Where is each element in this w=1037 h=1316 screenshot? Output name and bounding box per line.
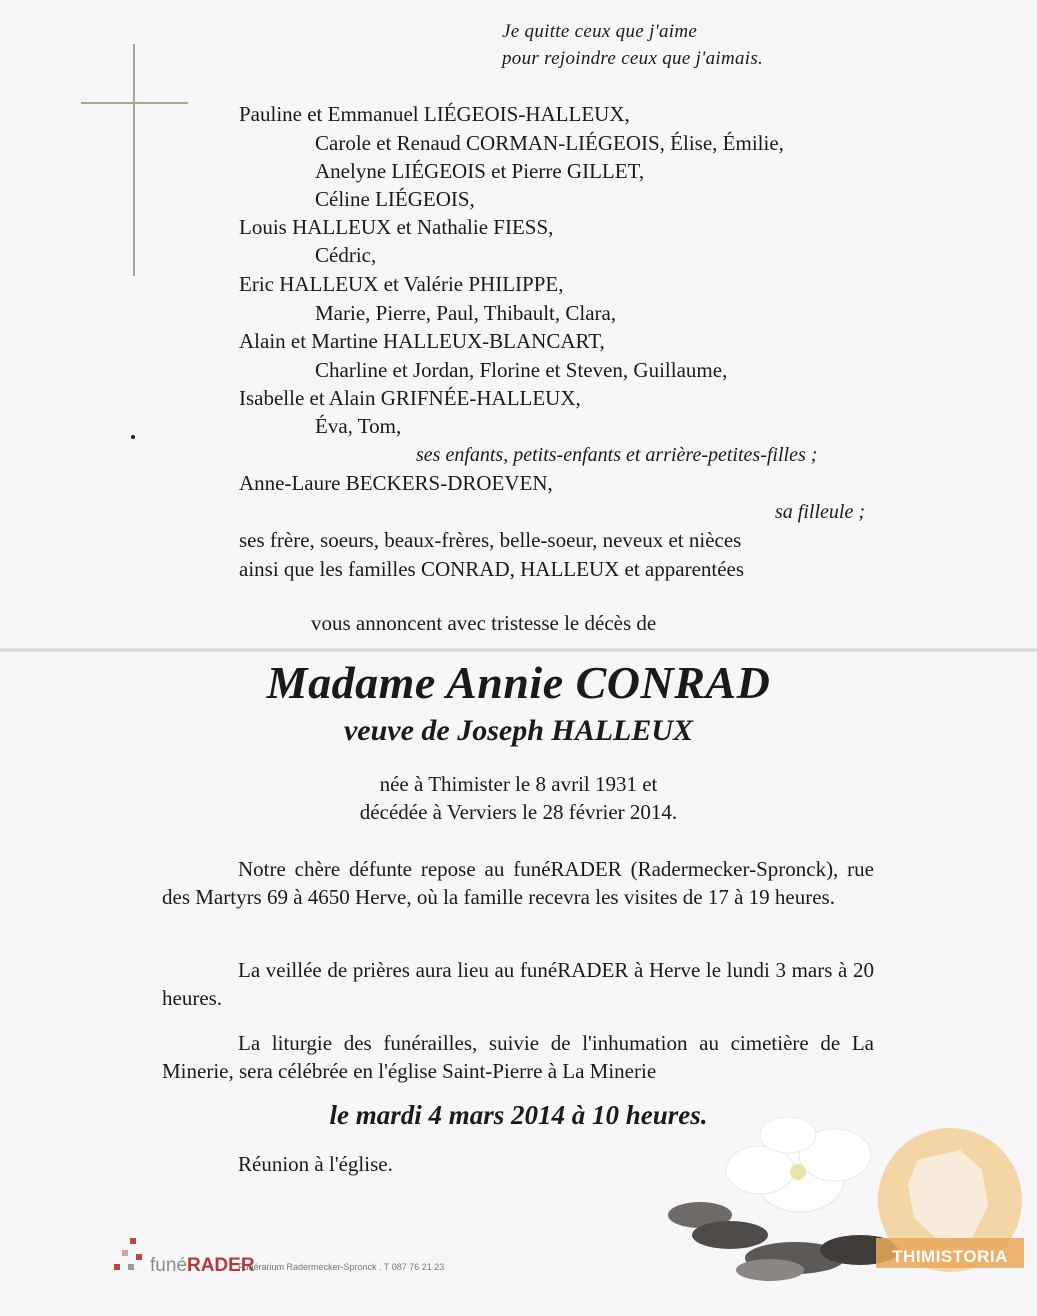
footer [112, 1232, 472, 1282]
birth-line: née à Thimister le 8 avril 1931 et [379, 772, 658, 796]
logo-mark-icon [130, 1238, 136, 1244]
liturgy-paragraph: La liturgie des funérailles, suivie de l'inhumation au cimetière de La Minerie, sera célébrée en l'église Saint-Pierre à La Minerie [162, 1031, 874, 1083]
watermark-text: THIMISTORIA [892, 1247, 1008, 1266]
vigil-paragraph: La veillée de prières aura lieu au funéRADER à Herve le lundi 3 mars à 20 heures. [162, 958, 874, 1010]
deceased-name: Madame Annie CONRAD [266, 657, 771, 708]
thimistoria-watermark-icon [870, 1120, 1030, 1300]
epigraph-line: pour rejoindre ceux que j'aimais. [502, 48, 764, 69]
siblings-line: ainsi que les familles CONRAD, HALLEUX et apparentées [239, 557, 745, 581]
goddaughter-role: sa filleule ; [775, 501, 865, 523]
ink-dot [131, 435, 135, 439]
family-line: Alain et Martine HALLEUX-BLANCART, [239, 329, 605, 353]
announcement-text: vous annoncent avec tristesse le décès de [311, 611, 657, 635]
funeral-datetime: le mardi 4 mars 2014 à 10 heures. [329, 1100, 708, 1130]
rest-paragraph: Notre chère défunte repose au funéRADER (Radermecker-Spronck), rue des Martyrs 69 à 4650 Herve, où la famille recevra les visites de 17 à 19 heures. [162, 857, 874, 909]
logo-mark-icon [136, 1254, 142, 1260]
widow-of: veuve de Joseph HALLEUX [343, 714, 694, 747]
family-line: Carole et Renaud CORMAN-LIÉGEOIS, Élise, Émilie, [315, 131, 784, 155]
family-line: Cédric, [315, 243, 377, 267]
family-line: Anelyne LIÉGEOIS et Pierre GILLET, [315, 159, 645, 183]
logo-mark-icon [122, 1250, 128, 1256]
logo-mark-icon [128, 1264, 134, 1270]
paper-fold [0, 648, 1037, 652]
family-line: Éva, Tom, [315, 414, 402, 438]
goddaughter-name: Anne-Laure BECKERS-DROEVEN, [239, 471, 553, 495]
cross-icon-vertical [133, 44, 135, 276]
family-line: Pauline et Emmanuel LIÉGEOIS-HALLEUX, [239, 102, 630, 126]
reunion-text: Réunion à l'église. [238, 1152, 393, 1176]
logo-prefix: funé [150, 1255, 187, 1276]
life-dates [0, 770, 1037, 826]
cross-icon-horizontal [81, 102, 188, 104]
family-line: Marie, Pierre, Paul, Thibault, Clara, [315, 301, 617, 325]
family-line: Louis HALLEUX et Nathalie FIESS, [239, 215, 554, 239]
death-line: décédée à Verviers le 28 février 2014. [359, 800, 678, 824]
epigraph [502, 18, 763, 72]
funerarium-contact: Funérarium Radermecker-Spronck . T 087 76 21 23 [238, 1262, 445, 1272]
family-role: ses enfants, petits-enfants et arrière-petites-filles ; [416, 444, 818, 466]
epigraph-line: Je quitte ceux que j'aime [502, 21, 698, 42]
family-line: Isabelle et Alain GRIFNÉE-HALLEUX, [239, 386, 581, 410]
logo-mark-icon [114, 1264, 120, 1270]
family-line: Eric HALLEUX et Valérie PHILIPPE, [239, 272, 564, 296]
family-line: Charline et Jordan, Florine et Steven, Guillaume, [315, 358, 728, 382]
family-line: Céline LIÉGEOIS, [315, 187, 475, 211]
siblings-line: ses frère, soeurs, beaux-frères, belle-soeur, neveux et nièces [239, 528, 742, 552]
logo-brand: RADER [186, 1255, 255, 1276]
